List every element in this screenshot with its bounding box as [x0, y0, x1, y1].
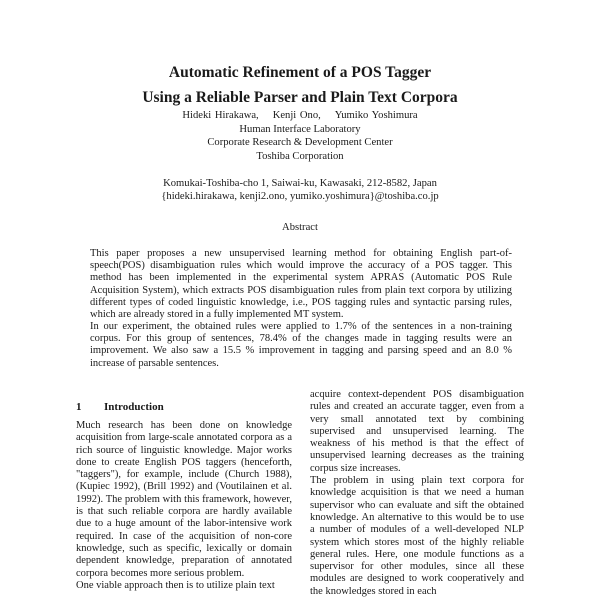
body-paragraph: The problem in using plain text corpora for knowledge acquisition is that we need a human supervisor who can evaluate and sift the obtained knowledge. An alternative to this would be to use a number of modules of a well-developed NLP system which stores most of the highly reliable general rules. Here, one module functions as a supervisor for other modules, since all these modules are designed to work cooperatively and the knowledges stored in each — [310, 475, 524, 597]
author-list — [0, 109, 600, 122]
affiliation-company: Toshiba Corporation — [256, 151, 344, 162]
author-name: Yumiko Yoshimura — [334, 110, 418, 121]
author-name: Kenji Ono, — [272, 110, 321, 121]
left-column — [76, 420, 292, 592]
affiliation-center: Corporate Research & Development Center — [207, 137, 393, 148]
abstract-paragraph-2 — [90, 321, 512, 371]
affiliation-laboratory: Human Interface Laboratory — [239, 124, 361, 135]
author-name: Hideki Hirakawa, — [182, 110, 259, 121]
paper-title-line-1: Automatic Refinement of a POS Tagger — [168, 64, 432, 81]
author-emails: {hideki.hirakawa, kenji2.ono, yumiko.yoshimura}@toshiba.co.jp — [161, 191, 439, 202]
paper-title-line-2: Using a Reliable Parser and Plain Text Corpora — [142, 89, 458, 106]
section-heading — [76, 401, 164, 413]
section-title: Introduction — [104, 401, 164, 413]
abstract-text: In our experiment, the obtained rules were applied to 1.7% of the sentences in a non-training corpus. For this group of sentences, 78.4% of the changes made in tagging results were an improvement. We also saw a 15.5 % improvement in tagging and parsing speed and an 8.0 % increase of parsable sentences. — [90, 321, 512, 369]
postal-address: Komukai-Toshiba-cho 1, Saiwai-ku, Kawasaki, 212-8582, Japan — [163, 178, 437, 189]
section-number: 1 — [76, 401, 82, 413]
abstract-heading: Abstract — [282, 222, 318, 233]
body-paragraph: Much research has been done on knowledge acquisition from large-scale annotated corpora as a rich source of linguistic knowledge. Major works done to create English POS taggers (henceforth, "taggers"), for example, include (Church 1988), (Kupiec 1992), (Brill 1992) and (Voutilainen et al. 1992). The problem with this framework, however, is that such reliable corpora are hardly available due to a huge amount of the labor-intensive work required. In case of the acquisition of non-core knowledge, such as specific, lexically or domain dependent knowledge, preparation of annotated corpora becomes more serious problem. — [76, 420, 292, 579]
body-paragraph: acquire context-dependent POS disambiguation rules and created an accurate tagger, even from a very small annotated text by combining supervised and unsupervised learning. The weakness of his method is that the effect of unsupervised learning decreases as the training corpus size increases. — [310, 389, 524, 474]
body-paragraph: One viable approach then is to utilize plain text — [76, 579, 275, 591]
abstract-text: This paper proposes a new unsupervised learning method for obtaining English part-of-speech(POS) disambiguation rules which would improve the accuracy of a POS tagger. This method has been implemented in the experimental system APRAS (Automatic POS Rule Acquisition System), which extracts POS disambiguation rules from plain text corpora by utilizing different types of coded linguistic knowledge, i.e., POS tagging rules and syntactic parsing rules, which are already stored in a fully implemented MT system. — [90, 248, 512, 321]
right-column — [310, 389, 524, 598]
abstract-paragraph-1 — [90, 248, 512, 322]
